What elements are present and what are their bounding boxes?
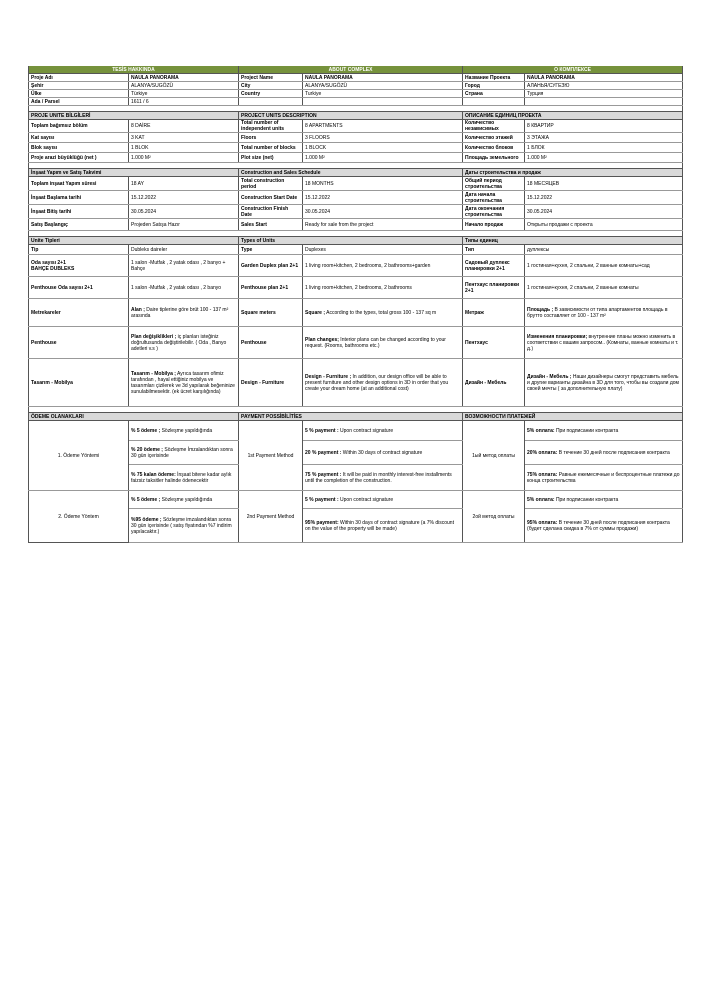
payment-term-text: При подписании контракта bbox=[554, 427, 619, 434]
schedule-label: İnşaat Bitiş tarihi bbox=[29, 205, 129, 219]
header-en: ABOUT COMPLEX bbox=[239, 66, 463, 74]
schedule-value: 15.12.2022 bbox=[525, 191, 683, 205]
types-title-en: Types of Units bbox=[239, 237, 463, 245]
payment-term bbox=[303, 509, 463, 543]
types-row-area bbox=[29, 299, 683, 327]
payment-term-bold: 5% оплата: bbox=[527, 496, 555, 503]
info-value: ALANYA/SUGÖZÜ bbox=[129, 82, 239, 90]
type-label: Tip bbox=[29, 245, 129, 255]
area-value bbox=[525, 299, 683, 327]
type-value: дуплексы bbox=[525, 245, 683, 255]
area-text: В зависимости от типа апартаментов площадь в брутто составляет от 100 - 137 m² bbox=[527, 306, 668, 319]
payment-term-bold: 5 % payment : bbox=[305, 496, 339, 503]
payment-term bbox=[303, 441, 463, 465]
payment-method1-en: 1st Payment Method bbox=[239, 421, 303, 491]
schedule-section-header bbox=[29, 169, 683, 177]
payment-method2-tr: 2. Ödeme Yöntem bbox=[29, 491, 129, 543]
design-label: Tasarım - Mobilya bbox=[29, 359, 129, 407]
header-row bbox=[29, 66, 683, 74]
penthouse-label: Penthouse bbox=[29, 327, 129, 359]
info-value: NAULA PANORAMA bbox=[303, 74, 463, 82]
payment-term-bold: 5% оплата: bbox=[527, 427, 555, 434]
type-value: Duplexes bbox=[303, 245, 463, 255]
info-label bbox=[463, 98, 525, 106]
info-value: Турция bbox=[525, 90, 683, 98]
property-sheet bbox=[28, 66, 682, 543]
schedule-label: Construction Start Date bbox=[239, 191, 303, 205]
payment-term bbox=[129, 441, 239, 465]
payment-term-bold: 75% оплата: bbox=[527, 471, 558, 478]
design-bold: Дизайн - Мебель ; bbox=[527, 373, 572, 380]
units-title-tr: PROJE UNITE BİLGİLERİ bbox=[29, 112, 239, 120]
info-label: Город bbox=[463, 82, 525, 90]
payment-term bbox=[525, 509, 683, 543]
payment-method2-en: 2nd Payment Method bbox=[239, 491, 303, 543]
payment-method1-tr: 1. Ödeme Yöntemi bbox=[29, 421, 129, 491]
penthouse-value bbox=[525, 327, 683, 359]
info-value bbox=[303, 98, 463, 106]
schedule-label: Toplam inşaat Yapım süresi bbox=[29, 177, 129, 191]
schedule-row bbox=[29, 177, 683, 191]
penthouse-text: Interior plans can be changed according to your request. (Rooms, bathrooms etc.) bbox=[305, 336, 446, 349]
schedule-title-tr: İnşaat Yapım ve Satış Takvimi bbox=[29, 169, 239, 177]
schedule-value: 30.05.2024 bbox=[303, 205, 463, 219]
schedule-value: 30.05.2024 bbox=[525, 205, 683, 219]
units-label: Количество блоков bbox=[463, 143, 525, 153]
units-value: 1.000 M² bbox=[129, 153, 239, 163]
info-label: Страна bbox=[463, 90, 525, 98]
penthouse-label: Penthouse bbox=[239, 327, 303, 359]
design-value bbox=[525, 359, 683, 407]
area-text: Daire tiplerine göre brüt 100 - 137 m² arasında bbox=[131, 306, 229, 319]
garden-label bbox=[29, 255, 129, 277]
units-label: Toplam bağımsız bölüm bbox=[29, 120, 129, 133]
design-label: Design - Furniture bbox=[239, 359, 303, 407]
types-row-garden bbox=[29, 255, 683, 277]
penthouse-bold: Изменения планировки; bbox=[527, 333, 588, 340]
units-value: 1 БЛОК bbox=[525, 143, 683, 153]
units-value: 8 APARTMENTS bbox=[303, 120, 463, 133]
units-value: 3 KAT bbox=[129, 133, 239, 143]
schedule-title-ru: Даты строительства и продаж bbox=[463, 169, 683, 177]
payment-term-text: Равные ежемесячные и беспроцентные платежи до конца строительства bbox=[527, 471, 680, 484]
payment-term bbox=[525, 441, 683, 465]
area-bold: Alan ; bbox=[131, 306, 145, 313]
types-row-design bbox=[29, 359, 683, 407]
schedule-value: 18 MONTHS bbox=[303, 177, 463, 191]
sheet-table bbox=[28, 66, 683, 543]
schedule-label: Sales Start bbox=[239, 219, 303, 231]
info-value: NAULA PANORAMA bbox=[129, 74, 239, 82]
payment-title-en: PAYMENT POSSİBİLİTİES bbox=[239, 413, 463, 421]
units-label: Количество независимых bbox=[463, 120, 525, 133]
info-label: Ülke bbox=[29, 90, 129, 98]
penthouse-plan-value: 1 living room+kitchen, 2 bedrooms, 2 bathrooms bbox=[303, 277, 463, 299]
payment-term bbox=[129, 509, 239, 543]
units-section-header bbox=[29, 112, 683, 120]
garden-label: Садовый дуплекс планировки 2+1 bbox=[463, 255, 525, 277]
header-ru: О КОМПЛЕКСЕ bbox=[463, 66, 683, 74]
info-value: АЛАНЬЯ/СУГЕЗЮ bbox=[525, 82, 683, 90]
penthouse-bold: Plan changes; bbox=[305, 336, 339, 343]
schedule-label: Дата начала строительства bbox=[463, 191, 525, 205]
type-label: Type bbox=[239, 245, 303, 255]
units-value: 8 DAİRE bbox=[129, 120, 239, 133]
penthouse-plan-label: Penthouse Oda sayısı 2+1 bbox=[29, 277, 129, 299]
garden-value: 1 salon -Mutfak , 2 yatak odası , 2 banyo + Bahçe bbox=[129, 255, 239, 277]
units-row bbox=[29, 120, 683, 133]
payment-term bbox=[303, 421, 463, 441]
info-label: Ada / Parsel bbox=[29, 98, 129, 106]
payment-term-bold: %95 ödeme ; bbox=[131, 516, 162, 523]
area-bold: Площадь ; bbox=[527, 306, 554, 313]
penthouse-plan-value: 1 salon -Mutfak , 2 yatak odası , 2 banyo bbox=[129, 277, 239, 299]
info-value bbox=[525, 98, 683, 106]
penthouse-plan-value: 1 гостиная+кухня, 2 спальни, 2 ванные комнаты bbox=[525, 277, 683, 299]
units-value: 3 ЭТАЖА bbox=[525, 133, 683, 143]
payment-term-text: Sözleşme İmzalandıktan sonra 30 gün içerisinde bbox=[131, 446, 233, 459]
header-tr: TESİS HAKKINDA bbox=[29, 66, 239, 74]
payment-term bbox=[525, 465, 683, 491]
payment-term bbox=[303, 491, 463, 509]
schedule-row bbox=[29, 219, 683, 231]
penthouse-value bbox=[129, 327, 239, 359]
units-row bbox=[29, 133, 683, 143]
units-label: Total number of independent units bbox=[239, 120, 303, 133]
payment-term-bold: 20% оплата: bbox=[527, 449, 558, 456]
area-label: Metrekareler bbox=[29, 299, 129, 327]
info-value: ALANYA/SUGÖZÜ bbox=[303, 82, 463, 90]
schedule-title-en: Construction and Sales Schedule bbox=[239, 169, 463, 177]
garden-label-line1: Oda sayısı 2+1 bbox=[31, 259, 66, 266]
design-value bbox=[303, 359, 463, 407]
info-row bbox=[29, 82, 683, 90]
payment-term-bold: % 20 ödeme ; bbox=[131, 446, 163, 453]
info-label: Proje Adı bbox=[29, 74, 129, 82]
units-value: 1 BLOK bbox=[129, 143, 239, 153]
penthouse-text: внутренние планы можно изменить в соответствии с вашим запросом.. (Комнаты, ванные комнаты и т. д.) bbox=[527, 333, 679, 352]
info-value: Turkiye bbox=[303, 90, 463, 98]
payment-term bbox=[525, 491, 683, 509]
units-value: 1.000 M² bbox=[525, 153, 683, 163]
design-text: Ayrıca tasarım ofimiz tarafından , hayal ettiğiniz mobilya ve tasarımları çizilerek ve 3d yapılarak beğeninize sunulabilmesektir. (ek ücret karşılığında) bbox=[131, 370, 235, 395]
schedule-label: Дата окончания строительства bbox=[463, 205, 525, 219]
types-row-type bbox=[29, 245, 683, 255]
schedule-value: Ready for sale from the project bbox=[303, 219, 463, 231]
types-title-tr: Unite Tipleri bbox=[29, 237, 239, 245]
units-value: 1.000 M² bbox=[303, 153, 463, 163]
payment-term-bold: 95% payment: bbox=[305, 519, 339, 526]
info-row bbox=[29, 90, 683, 98]
info-value: NAULA PANORAMA bbox=[525, 74, 683, 82]
payment-term bbox=[525, 421, 683, 441]
payment-term-bold: 75 % payment : bbox=[305, 471, 342, 478]
units-value: 8 КВАРТИР bbox=[525, 120, 683, 133]
schedule-label: Satış Başlangıç bbox=[29, 219, 129, 231]
design-text: In addition, our design office will be able to present furniture and other design options in 3D in order that you create your dream home (at an additional cost) bbox=[305, 373, 449, 392]
schedule-value: 30.05.2024 bbox=[129, 205, 239, 219]
schedule-value: 15.12.2022 bbox=[303, 191, 463, 205]
info-label: Project Name bbox=[239, 74, 303, 82]
area-value bbox=[129, 299, 239, 327]
info-label bbox=[239, 98, 303, 106]
area-text: According to the types, total gross 100 - 137 sq m bbox=[325, 309, 437, 316]
penthouse-plan-label: Penthouse plan 2+1 bbox=[239, 277, 303, 299]
info-label: City bbox=[239, 82, 303, 90]
units-label: Proje arazi büyüklüğü (net ) bbox=[29, 153, 129, 163]
schedule-value: 15.12.2022 bbox=[129, 191, 239, 205]
payment-term-text: Upon contract signature bbox=[338, 427, 394, 434]
units-label: Floors bbox=[239, 133, 303, 143]
type-label: Тип bbox=[463, 245, 525, 255]
area-label: Метраж bbox=[463, 299, 525, 327]
payment-row bbox=[29, 421, 683, 441]
payment-section-header bbox=[29, 413, 683, 421]
types-title-ru: Типы единиц bbox=[463, 237, 683, 245]
payment-term-bold: 95% оплата: bbox=[527, 519, 558, 526]
info-label: Название Проекта bbox=[463, 74, 525, 82]
info-label: Şehir bbox=[29, 82, 129, 90]
design-value bbox=[129, 359, 239, 407]
schedule-value: 18 AY bbox=[129, 177, 239, 191]
penthouse-bold: Plan değişiklikleri ; bbox=[131, 333, 177, 340]
units-title-en: PROJECT UNITS DESCRIPTION bbox=[239, 112, 463, 120]
payment-term-bold: % 5 ödeme ; bbox=[131, 496, 161, 503]
area-label: Square meters bbox=[239, 299, 303, 327]
payment-term-text: В течение 30 дней после подписания контракта bbox=[557, 449, 670, 456]
payment-term-text: İnşaat bitene kadar aylık faizsiz taksitler halinde ödenecektir bbox=[131, 471, 232, 484]
units-row bbox=[29, 153, 683, 163]
type-value: Dubleks daireler bbox=[129, 245, 239, 255]
schedule-label: Начало продаж bbox=[463, 219, 525, 231]
design-label: Дизайн - Мебель bbox=[463, 359, 525, 407]
payment-term-text: It will be paid in monthly interest-free installments until the completion of the construction. bbox=[305, 471, 452, 484]
payment-term-bold: % 75 kalan ödeme: bbox=[131, 471, 176, 478]
payment-term-text: Sözleşme yapıldığında bbox=[160, 496, 213, 503]
payment-term bbox=[303, 465, 463, 491]
schedule-row bbox=[29, 205, 683, 219]
payment-term-text: Sözleşme yapıldığında bbox=[160, 427, 213, 434]
types-row-penthouse-plan bbox=[29, 277, 683, 299]
payment-term-text: Upon contract signature bbox=[338, 496, 394, 503]
units-label: Kat sayısı bbox=[29, 133, 129, 143]
payment-method1-ru: 1ый метод оплаты bbox=[463, 421, 525, 491]
garden-label-line2: BAHÇE DUBLEKS bbox=[31, 265, 75, 272]
schedule-row bbox=[29, 191, 683, 205]
info-row bbox=[29, 98, 683, 106]
units-label: Площадь земельного bbox=[463, 153, 525, 163]
payment-term-bold: 20 % payment : bbox=[305, 449, 342, 456]
penthouse-text: iç planları isteğiniz doğrultusunda değiştirilebilir. ( Oda , Banyo adetleri v.s ) bbox=[131, 333, 227, 352]
payment-term-bold: % 5 ödeme ; bbox=[131, 427, 161, 434]
penthouse-label: Пентхаус bbox=[463, 327, 525, 359]
schedule-label: Construction Finish Date bbox=[239, 205, 303, 219]
design-bold: Design - Furniture ; bbox=[305, 373, 352, 380]
schedule-label: İnşaat Başlama tarihi bbox=[29, 191, 129, 205]
info-value: Türkiye bbox=[129, 90, 239, 98]
info-label: Country bbox=[239, 90, 303, 98]
garden-value: 1 living room+kitchen, 2 bedrooms, 2 bathrooms+garden bbox=[303, 255, 463, 277]
payment-term-text: Within 30 days of contract signature bbox=[341, 449, 423, 456]
payment-row bbox=[29, 491, 683, 509]
units-label: Blok sayısı bbox=[29, 143, 129, 153]
payment-term-text: В течение 30 дней после подписания контракта (будет сделана скидка в 7% от суммы продажи) bbox=[527, 519, 670, 532]
schedule-value: 18 МЕСЯЦЕВ bbox=[525, 177, 683, 191]
units-value: 1 BLOCK bbox=[303, 143, 463, 153]
penthouse-plan-label: Пентхаус планировки 2+1 bbox=[463, 277, 525, 299]
schedule-value: Открыты продажи с проекта bbox=[525, 219, 683, 231]
schedule-label: Total construction period bbox=[239, 177, 303, 191]
payment-title-tr: ÖDEME OLANAKLARI bbox=[29, 413, 239, 421]
payment-term bbox=[129, 465, 239, 491]
garden-value: 1 гостиная+кухня, 2 спальни, 2 ванные комнаты+сад bbox=[525, 255, 683, 277]
units-label: Total number of blocks bbox=[239, 143, 303, 153]
units-row bbox=[29, 143, 683, 153]
units-label: Plot size (net) bbox=[239, 153, 303, 163]
design-text: Наши дизайнеры смогут представить мебель и другие варианты дизайна в 3D для того, чтобы вы создали дом своей мечты ( за дополнительную плату) bbox=[527, 373, 679, 392]
units-title-ru: ОПИСАНИЕ ЕДИНИЦ ПРОЕКТА bbox=[463, 112, 683, 120]
design-bold: Tasarım - Mobilya ; bbox=[131, 370, 176, 377]
payment-term bbox=[129, 421, 239, 441]
schedule-label: Общий период строительства bbox=[463, 177, 525, 191]
types-row-penthouse bbox=[29, 327, 683, 359]
penthouse-value bbox=[303, 327, 463, 359]
info-value: 1611 / 6 bbox=[129, 98, 239, 106]
info-row bbox=[29, 74, 683, 82]
schedule-value: Projeden Satışa Hazır bbox=[129, 219, 239, 231]
payment-term bbox=[129, 491, 239, 509]
payment-term-text: При подписании контракта bbox=[554, 496, 619, 503]
payment-term-bold: 5 % payment : bbox=[305, 427, 339, 434]
types-section-header bbox=[29, 237, 683, 245]
units-label: Количество этажей bbox=[463, 133, 525, 143]
units-value: 3 FLOORS bbox=[303, 133, 463, 143]
garden-label: Garden Duplex plan 2+1 bbox=[239, 255, 303, 277]
area-value bbox=[303, 299, 463, 327]
payment-method2-ru: 2ой метод оплаты bbox=[463, 491, 525, 543]
payment-term-text: Sözleşme imzalandıktan sonra 30 gün içerisinde ( satış fiyatından %7 indirim yapılacaktır.) bbox=[131, 516, 232, 535]
payment-term-text: Within 30 days of contract signature (a 7% discount on the value of the property will be made) bbox=[305, 519, 454, 532]
area-bold: Square ; bbox=[305, 309, 326, 316]
payment-title-ru: ВОЗМОЖНОСТИ ПЛАТЕЖЕЙ bbox=[463, 413, 683, 421]
